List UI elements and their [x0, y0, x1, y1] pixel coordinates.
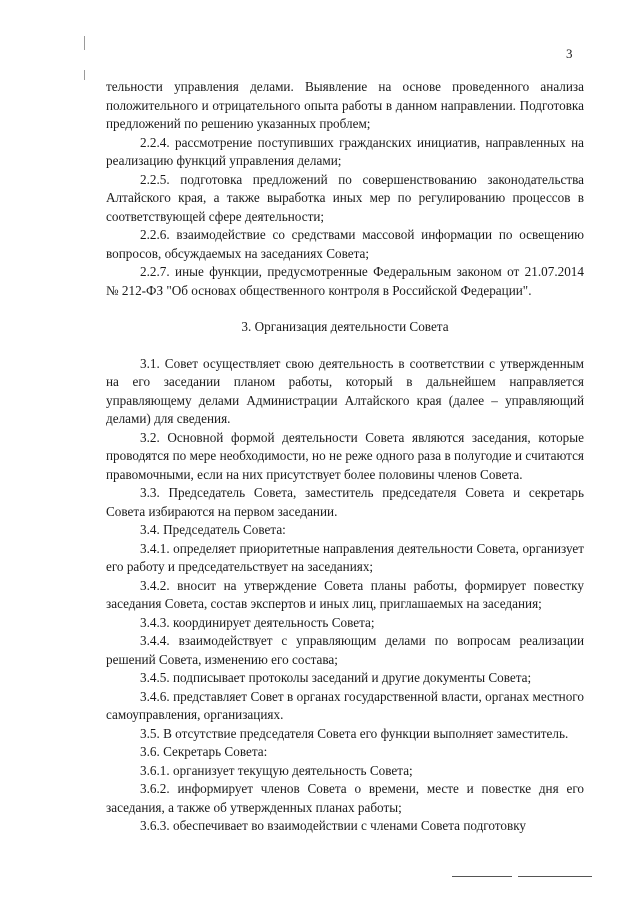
paragraph: 3.6. Секретарь Совета:: [140, 744, 268, 759]
paragraph: 3.1. Совет осуществляет свою деятельность в соответствии с утвержденным на его заседании планом работы, который в дальнейшем направляется управляющему делами Администрации Алтайского края (далее – управляющий делами) для сведения.: [106, 355, 584, 426]
paragraph: 3.4. Председатель Совета:: [140, 522, 286, 537]
paragraph: 3.6.2. информирует членов Совета о времени, месте и повестке дня его заседания, а также об утвержденных планах работы;: [106, 781, 584, 815]
page-number: 3: [566, 46, 573, 61]
paragraph: 3.4.2. вносит на утверждение Совета планы работы, формирует повестку заседания Совета, состав экспертов и иных лиц, приглашаемых на заседания;: [106, 577, 584, 611]
paragraph: 3.2. Основной формой деятельности Совета являются заседания, которые проводятся по мере необходимости, но не реже одного раза в полугодие и считаются правомочными, если на них присутствует более половины членов Совета.: [106, 429, 584, 482]
paragraph: 2.2.5. подготовка предложений по совершенствованию законодательства Алтайского края, а также выработка иных мер по регулированию процессов в соответствующей сфере деятельности;: [106, 171, 584, 224]
paragraph: 3.5. В отсутствие председателя Совета его функции выполняет заместитель.: [140, 725, 569, 741]
paragraph: тельности управления делами. Выявление на основе проведенного анализа положительного и отрицательного опыта работы в данном направлении. Подготовка предложений по решению указанных проблем;: [106, 79, 584, 131]
footer-rule: [518, 876, 592, 877]
paragraph: 3.6.3. обеспечивает во взаимодействии с членами Совета подготовку: [140, 818, 527, 833]
paragraph: 3.4.4. взаимодействует с управляющим делами по вопросам реализации решений Совета, изменению его состава;: [106, 633, 584, 667]
binding-margin-mark: [84, 36, 85, 50]
paragraph: 3.4.3. координирует деятельность Совета;: [140, 614, 375, 630]
section-heading: 3. Организация деятельности Совета: [241, 319, 449, 334]
paragraph: 2.2.6. взаимодействие со средствами массовой информации по освещению вопросов, обсуждаемых на заседаниях Совета;: [106, 227, 584, 261]
binding-margin-mark: [84, 70, 85, 80]
footer-rule: [452, 876, 512, 877]
paragraph: 3.3. Председатель Совета, заместитель председателя Совета и секретарь Совета избираются на первом заседании.: [106, 485, 584, 519]
paragraph: 2.2.4. рассмотрение поступивших гражданских инициатив, направленных на реализацию функций управления делами;: [106, 134, 584, 168]
paragraph: 3.4.6. представляет Совет в органах государственной власти, органах местного самоуправления, организациях.: [106, 688, 584, 722]
paragraph: 3.4.5. подписывает протоколы заседаний и другие документы Совета;: [140, 670, 532, 685]
paragraph: 3.6.1. организует текущую деятельность Совета;: [140, 762, 413, 778]
paragraph: 2.2.7. иные функции, предусмотренные Федеральным законом от 21.07.2014 № 212-ФЗ "Об основах общественного контроля в Российской Федерации".: [106, 264, 584, 298]
paragraph: 3.4.1. определяет приоритетные направления деятельности Совета, организует его работу и председательствует на заседаниях;: [106, 540, 584, 574]
document-body: [106, 78, 584, 836]
